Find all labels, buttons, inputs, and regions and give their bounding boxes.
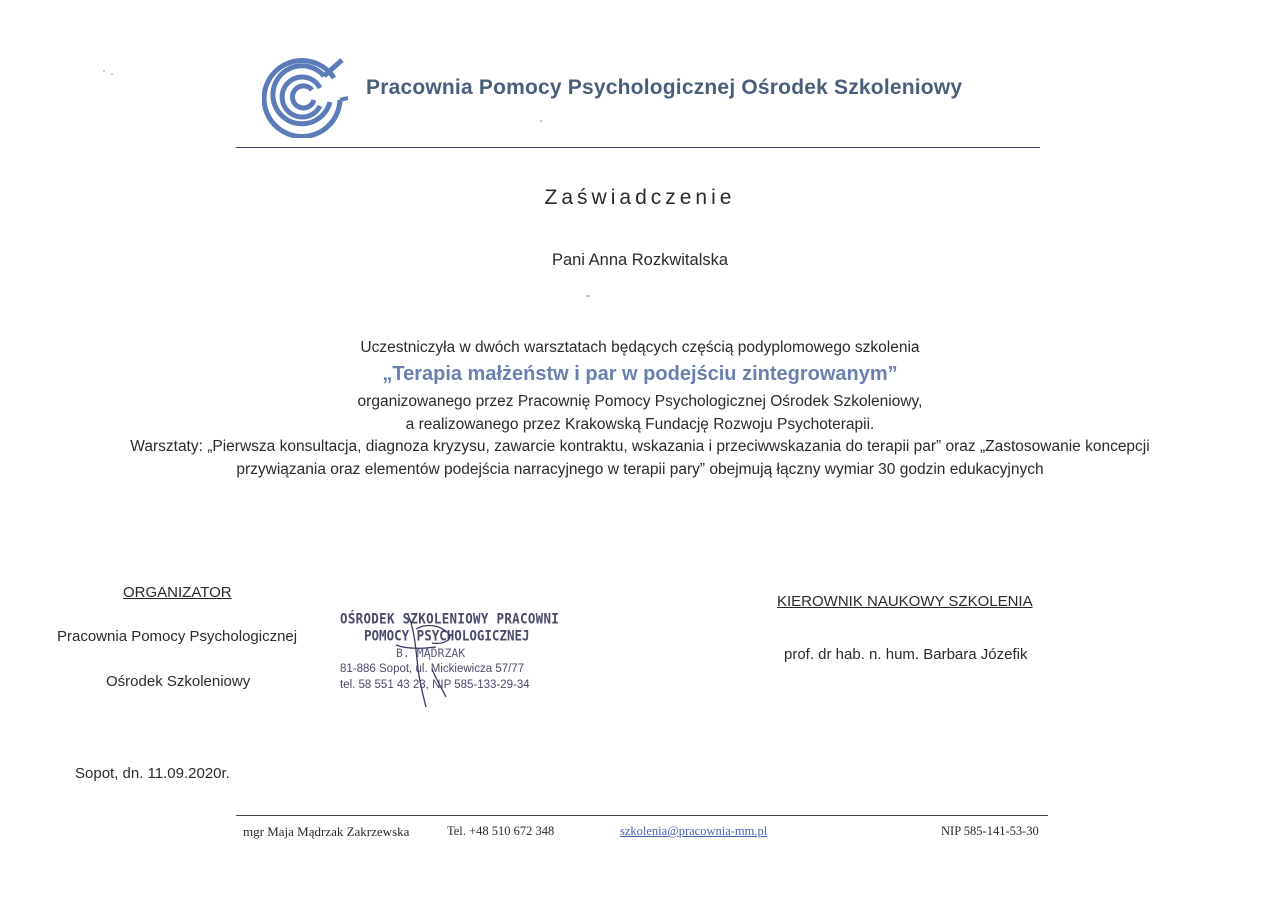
footer-contact-person: mgr Maja Mądrzak Zakrzewska	[243, 824, 410, 839]
body-line-6: przywiązania oraz elementów podejścia narracyjnego w terapii pary” obejmują łączny wymiar 30 godzin edukacyjnych	[236, 461, 1044, 478]
course-title: „Terapia małżeństw i par w podejściu zintegrowanym”	[382, 363, 898, 385]
recipient-name: Pani Anna Rozkwitalska	[551, 251, 729, 269]
organizer-name-line-1: Pracownia Pomocy Psychologicznej	[57, 628, 298, 645]
signature-icon	[336, 609, 566, 709]
stamp-line-4: 81-886 Sopot, ul. Mickiewicza 57/77	[340, 663, 525, 675]
footer-phone: Tel. +48 510 672 348	[447, 824, 555, 838]
certificate-title: Zaświadczenie	[544, 186, 736, 209]
scan-speck	[586, 295, 590, 297]
header-divider	[236, 147, 1040, 148]
body-line-3: organizowanego przez Pracownię Pomocy Psychologicznej Ośrodek Szkoleniowy,	[357, 393, 923, 410]
issue-date: Sopot, dn. 11.09.2020r.	[75, 765, 230, 782]
footer-divider	[236, 815, 1048, 816]
supervisor-name: prof. dr hab. n. hum. Barbara Józefik	[784, 646, 1028, 663]
body-line-4: a realizowanego przez Krakowską Fundację Rozwoju Psychoterapii.	[405, 416, 875, 433]
footer-nip: NIP 585-141-53-30	[941, 824, 1039, 838]
stamp-line-1: OŚRODEK SZKOLENIOWY PRACOWNI	[340, 609, 560, 628]
scan-speck	[103, 70, 105, 72]
organizer-name-line-2: Ośrodek Szkoleniowy	[106, 673, 251, 690]
organization-stamp	[336, 609, 566, 709]
body-line-5: Warsztaty: „Pierwsza konsultacja, diagnoza kryzysu, zawarcie kontraktu, wskazania i przeciwwskazania do terapii par” oraz „Zastosowanie koncepcji	[130, 438, 1150, 455]
scan-speck	[111, 73, 113, 75]
body-line-1: Uczestniczyła w dwóch warsztatach będących częścią podyplomowego szkolenia	[360, 339, 920, 356]
stamp-line-2: POMOCY PSYCHOLOGICZNEJ	[364, 626, 530, 645]
supervisor-heading: KIEROWNIK NAUKOWY SZKOLENIA	[777, 593, 1033, 610]
scan-speck	[540, 120, 542, 122]
organizer-heading: ORGANIZATOR	[123, 584, 232, 601]
stamp-line-3: B. MĄDRZAK	[396, 646, 466, 660]
stamp-line-5: tel. 58 551 43 23, NIP 585-133-29-34	[340, 679, 530, 691]
spiral-maze-logo-icon	[262, 52, 348, 138]
footer-email-link[interactable]: szkolenia@pracownia-mm.pl	[620, 824, 768, 838]
organization-name: Pracownia Pomocy Psychologicznej Ośrodek Szkoleniowy	[366, 76, 963, 99]
